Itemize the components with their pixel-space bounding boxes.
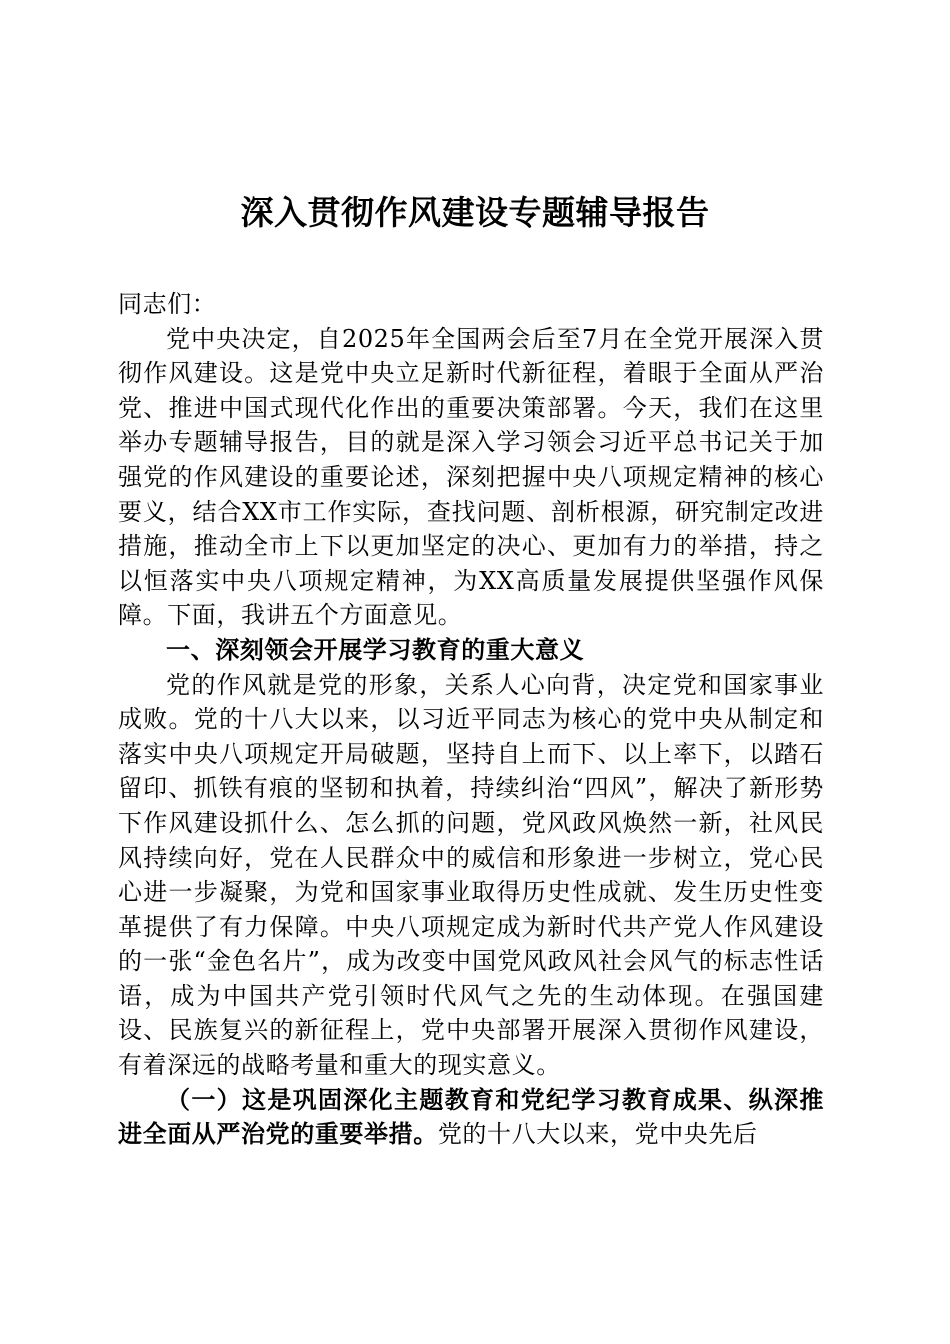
subsection-paragraph-1 <box>118 1083 824 1152</box>
section-heading-1: 一、深刻领会开展学习教育的重大意义 <box>166 634 585 664</box>
document-title: 深入贯彻作风建设专题辅导报告 <box>240 193 710 232</box>
subsection-text-1: 党的十八大以来，党中央先后 <box>437 1120 758 1149</box>
salutation: 同志们： <box>118 290 217 318</box>
subsection-heading-1: （一）这是巩固深化主题教育和党纪学习教育成果、纵深推进全面从严治党的重要举措。 <box>118 1084 824 1149</box>
section-paragraph-1: 党的作风就是党的形象，关系人心向背，决定党和国家事业成败。党的十八大以来，以习近平同志为核心的党中央从制定和落实中央八项规定开局破题，坚持自上而下、以上率下，以踏石留印、抓铁有痕的坚韧和执着，持续纠治“四风”，解决了新形势下作风建设抓什么、怎么抓的问题，党风政风焕然一新，社风民风持续向好，党在人民群众中的威信和形象进一步树立，党心民心进一步凝聚，为党和国家事业取得历史性成就、发生历史性变革提供了有力保障。中央八项规定成为新时代共产党人作风建设的一张“金色名片”，成为改变中国党风政风社会风气的标志性话语，成为中国共产党引领时代风气之先的生动体现。在强国建设、民族复兴的新征程上，党中央部署开展深入贯彻作风建设，有着深远的战略考量和重大的现实意义。 <box>118 670 824 1080</box>
intro-paragraph: 党中央决定，自2025年全国两会后至7月在全党开展深入贯彻作风建设。这是党中央立足新时代新征程，着眼于全面从严治党、推进中国式现代化作出的重要决策部署。今天，我们在这里举办专题辅导报告，目的就是深入学习领会习近平总书记关于加强党的作风建设的重要论述，深刻把握中央八项规定精神的核心要义，结合XX市工作实际，查找问题、剖析根源，研究制定改进措施，推动全市上下以更加坚定的决心、更加有力的举措，持之以恒落实中央八项规定精神，为XX高质量发展提供坚强作风保障。下面，我讲五个方面意见。 <box>118 324 824 630</box>
document-body <box>118 287 824 1152</box>
